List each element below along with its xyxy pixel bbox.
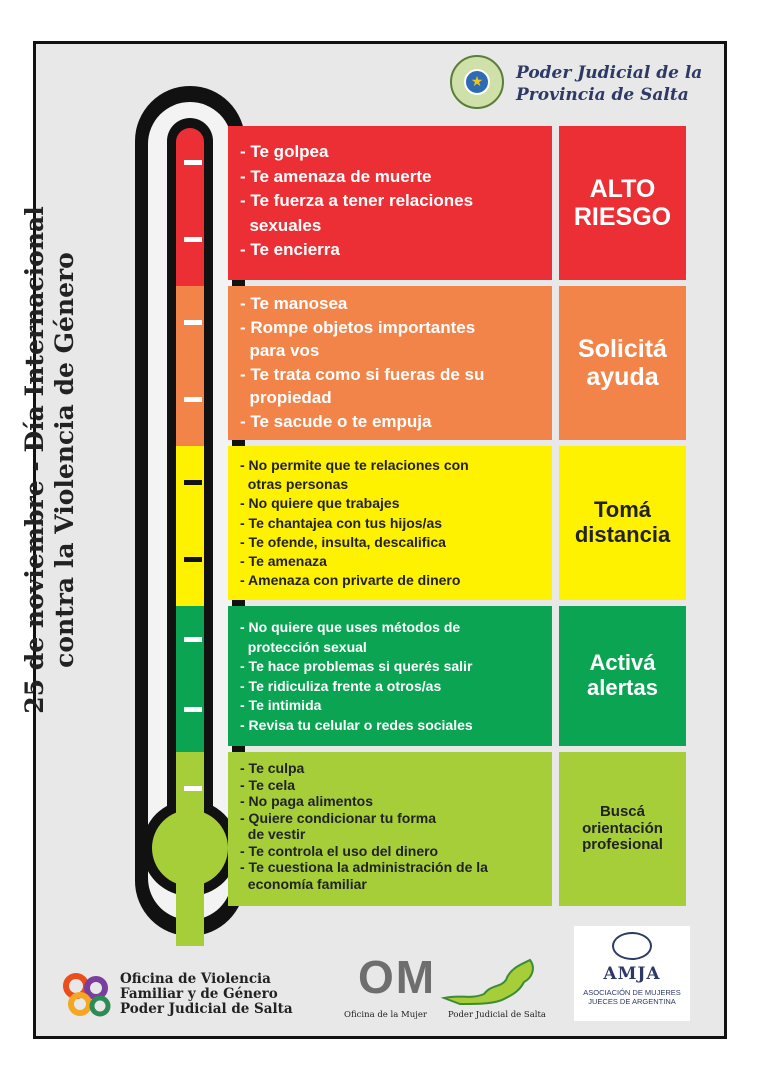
om-caption-1: Oficina de la Mujer: [344, 1010, 427, 1020]
behaviour-item: - No quiere que trabajes: [240, 495, 400, 512]
level-4-label: Activá alertas: [559, 606, 686, 746]
level-2-label: Solicitá ayuda: [559, 286, 686, 440]
behaviour-item: - Te amenaza: [240, 553, 327, 570]
behaviour-item: - Te ridiculiza frente a otros/as: [240, 677, 442, 694]
mercury-segment: [176, 128, 204, 286]
amja-subtitle-line-1: ASOCIACIÓN DE MUJERES: [583, 988, 681, 997]
institution-line-1: Poder Judicial de la: [516, 63, 703, 83]
thermometer-tick: [184, 707, 202, 712]
level-4-behaviours: [228, 606, 552, 746]
behaviour-item: - Revisa tu celular o redes sociales: [240, 716, 473, 733]
behaviour-item: de vestir: [240, 826, 306, 842]
behaviour-item: - Te ofende, insulta, descalifica: [240, 533, 446, 550]
behaviour-item: - Te hace problemas si querés salir: [240, 658, 473, 674]
amja-subtitle: [578, 988, 686, 1006]
provincial-seal-icon: ★: [450, 55, 504, 109]
om-logo: [340, 952, 550, 1024]
behaviour-item: - Te cela: [240, 776, 295, 793]
ovf-logo-icon: [62, 972, 114, 1018]
behaviour-item: - Amenaza con privarte de dinero: [240, 572, 461, 589]
behaviour-item: - Te sacude o te empuja: [240, 411, 432, 431]
behaviour-item: otras personas: [240, 476, 349, 493]
thermometer-tick: [184, 397, 202, 402]
level-2-behaviours: [228, 286, 552, 440]
ovf-line-2: Familiar y de Género: [120, 986, 278, 1002]
institution-title: [516, 62, 716, 106]
amja-logo: [574, 926, 690, 1021]
behaviour-item: - Te chantajea con tus hijos/as: [240, 514, 443, 531]
thermometer-bulb: [152, 810, 228, 886]
behaviour-item: - Te controla el uso del dinero: [240, 842, 439, 859]
behaviour-item: - Te intimida: [240, 697, 322, 713]
institution-line-2: Provincia de Salta: [516, 85, 689, 105]
ovf-line-1: Oficina de Violencia: [120, 971, 271, 987]
mercury-segment: [176, 606, 204, 752]
behaviour-item: - Te manosea: [240, 294, 348, 313]
level-1-label: ALTO RIESGO: [559, 126, 686, 280]
behaviour-item: - Rompe objetos importantes: [240, 317, 476, 337]
behaviour-item: - Quiere condicionar tu forma: [240, 809, 437, 826]
thermometer-tick: [184, 480, 202, 485]
behaviour-item: - Te golpea: [240, 142, 329, 161]
ovf-line-3: Poder Judicial de Salta: [120, 1001, 293, 1017]
behaviour-item: - No permite que te relaciones con: [240, 457, 469, 473]
globe-icon: [612, 932, 652, 960]
thermometer-tick: [184, 160, 202, 165]
behaviour-item: - Te culpa: [240, 760, 305, 776]
mercury-segment: [176, 286, 204, 446]
behaviour-item: propiedad: [240, 388, 332, 407]
behaviour-item: - Te cuestiona la administración de la: [240, 859, 488, 875]
vertical-title-line-2: contra la Violencia de Género: [50, 252, 79, 668]
amja-name: AMJA: [603, 964, 661, 984]
behaviour-item: - Te fuerza a tener relaciones: [240, 191, 474, 210]
thermometer-tick: [184, 320, 202, 325]
level-5-behaviours: [228, 752, 552, 906]
level-1-behaviours: [228, 126, 552, 280]
behaviour-item: - Te amenaza de muerte: [240, 166, 432, 186]
behaviour-item: - No quiere que uses métodos de: [240, 619, 461, 635]
thermometer-tick: [184, 786, 202, 791]
behaviour-item: - Te trata como si fueras de su: [240, 364, 485, 384]
level-3-behaviours: [228, 446, 552, 600]
om-letters: OM: [358, 951, 437, 1003]
thermometer-tick: [184, 637, 202, 642]
thermometer-tick: [184, 557, 202, 562]
amja-subtitle-line-2: JUECES DE ARGENTINA: [588, 997, 676, 1006]
behaviour-item: - No paga alimentos: [240, 793, 374, 809]
salta-map-icon: [440, 954, 540, 1010]
behaviour-item: sexuales: [240, 215, 322, 235]
thermometer-tick: [184, 237, 202, 242]
level-3-label: Tomá distancia: [559, 446, 686, 600]
ovf-office-name: [120, 972, 320, 1017]
behaviour-item: economía familiar: [240, 875, 367, 892]
om-caption-2: Poder Judicial de Salta: [448, 1010, 547, 1020]
vertical-title-line-1: 25 de noviembre - Día Internacional: [20, 206, 49, 714]
behaviour-item: - Te encierra: [240, 240, 340, 259]
level-5-label: Buscá orientación profesional: [559, 752, 686, 906]
mercury-segment: [176, 446, 204, 606]
behaviour-item: protección sexual: [240, 638, 367, 655]
behaviour-item: para vos: [240, 341, 320, 360]
